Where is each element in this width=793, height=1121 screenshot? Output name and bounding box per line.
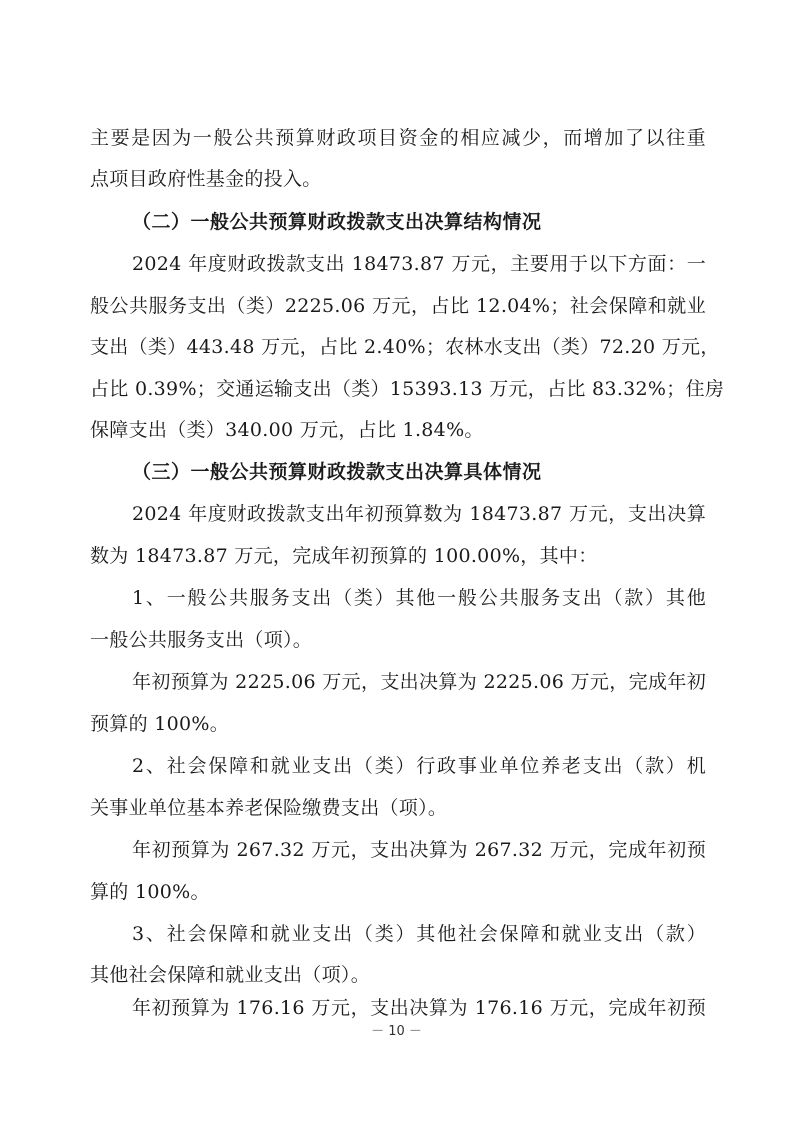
paragraph-line: 点项目政府性基金的投入。 [90, 168, 322, 190]
page-number: － 10 － [371, 1024, 422, 1039]
section-heading: （二）一般公共预算财政拨款支出决算结构情况 [132, 211, 542, 233]
paragraph-line: 支出（类）443.48 万元，占比 2.40%；农林水支出（类）72.20 万元， [90, 336, 720, 358]
paragraph-line: 一般公共服务支出（项）。 [90, 629, 313, 651]
paragraph-line: 关事业单位基本养老保险缴费支出（项）。 [90, 797, 448, 819]
paragraph-line: 年初预算为 2225.06 万元，支出决算为 2225.06 万元，完成年初 [132, 671, 706, 693]
paragraph-line: 预算的 100%。 [90, 713, 230, 735]
paragraph-line: 2024 年度财政拨款支出 18473.87 万元，主要用于以下方面：一 [132, 253, 706, 275]
section-heading: （三）一般公共预算财政拨款支出决算具体情况 [132, 461, 542, 483]
paragraph-line: 般公共服务支出（类）2225.06 万元，占比 12.04%；社会保障和就业 [90, 295, 706, 317]
paragraph-line: 数为 18473.87 万元，完成年初预算的 100.00%，其中： [90, 545, 598, 567]
paragraph-line: 占比 0.39%；交通运输支出（类）15393.13 万元，占比 83.32%；住房 [90, 378, 725, 400]
paragraph-line: 算的 100%。 [90, 881, 210, 903]
paragraph-line: 2、社会保障和就业支出（类）行政事业单位养老支出（款）机 [132, 755, 706, 777]
paragraph-line: 年初预算为 176.16 万元，支出决算为 176.16 万元，完成年初预 [132, 997, 706, 1019]
paragraph-line: 1、一般公共服务支出（类）其他一般公共服务支出（款）其他 [132, 587, 706, 609]
paragraph-line: 年初预算为 267.32 万元，支出决算为 267.32 万元，完成年初预 [132, 839, 706, 861]
paragraph-line: 3、社会保障和就业支出（类）其他社会保障和就业支出（款） [132, 923, 706, 945]
paragraph-line: 保障支出（类）340.00 万元，占比 1.84%。 [90, 419, 484, 441]
paragraph-line: 2024 年度财政拨款支出年初预算数为 18473.87 万元，支出决算 [132, 503, 706, 525]
paragraph-line: 其他社会保障和就业支出（项）。 [90, 964, 371, 986]
paragraph-line: 主要是因为一般公共预算财政项目资金的相应减少，而增加了以往重 [90, 127, 706, 149]
